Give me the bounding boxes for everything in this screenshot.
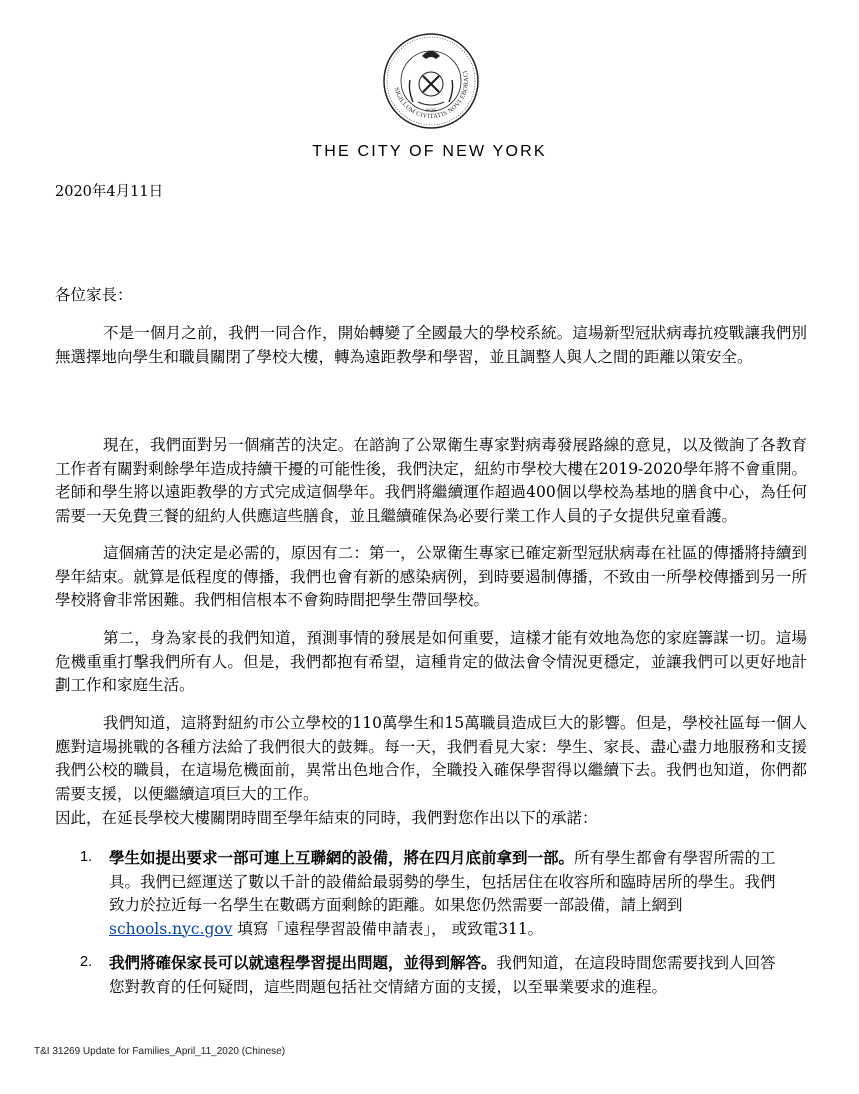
schools-website-link[interactable]: schools.nyc.gov bbox=[109, 919, 233, 938]
commitment-heading: 我們將確保家長可以就遠程學習提出問題，並得到解答。 bbox=[109, 953, 497, 972]
paragraph-5: 我們知道，這將對紐約市公立學校的110萬學生和15萬職員造成巨大的影響。但是，學校社區每一個人應對這場挑戰的各種方法給了我們很大的鼓舞。每一天，我們看見大家：學生、家長、盡心盡力地服務和支援我們公校的職員，在這場危機面前，異常出色地合作，全職投入確保學習得以繼續下去。我們也知道，你們都需要支援，以便繼續這項巨大的工作。 bbox=[55, 714, 807, 803]
paragraph-2: 現在，我們面對另一個痛苦的決定。在諮詢了公眾衛生專家對病毒發展路線的意見，以及徵詢了各教育工作者有關對剩餘學年造成持續干擾的可能性後，我們決定，紐約市學校大樓在2019-2020學年將不會重開。老師和學生將以遠距教學的方式完成這個學年。我們將繼續運作超過400個以學校為基地的膳食中心，為任何需要一天免費三餐的紐約人供應這些膳食，並且繼續確保為必要行業工作人員的子女提供兒童看護。 bbox=[55, 436, 807, 525]
city-seal bbox=[382, 32, 480, 130]
city-title: THE CITY OF NEW YORK bbox=[312, 143, 547, 160]
list-number: 2. bbox=[80, 954, 93, 970]
seal-year: 1625 bbox=[425, 108, 437, 114]
list-number: 1. bbox=[80, 849, 93, 865]
commitment-list-item-1 bbox=[80, 846, 780, 941]
paragraph-1: 不是一個月之前，我們一同合作，開始轉變了全國最大的學校系統。這場新型冠狀病毒抗疫戰讓我們別無選擇地向學生和職員關閉了學校大樓，轉為遠距教學和學習，並且調整人與人之間的距離以策安全。 bbox=[55, 324, 807, 366]
seal-motto: SIGILLUM CIVITATIS NOVI EBORACI bbox=[392, 69, 471, 121]
commitment-list-item-2 bbox=[80, 951, 780, 999]
commitment-body bbox=[109, 846, 780, 941]
commitment-text: 我們知道，在這段時間您需要找到人回答您對教育的任何疑問，這些問題包括社交情緒方面的支援，以至畢業要求的進程。 bbox=[109, 954, 776, 996]
letter-date: 2020年4月11日 bbox=[55, 184, 164, 200]
commitments-intro: 因此，在延長學校大樓關閉時間至學年結束的同時，我們對您作出以下的承諾： bbox=[55, 809, 598, 827]
commitment-heading: 學生如提出要求一部可連上互聯網的設備，將在四月底前拿到一部。 bbox=[109, 848, 575, 867]
commitment-text-after-link: 填寫「遠程學習設備申請表」， 或致電311。 bbox=[237, 919, 544, 938]
document-id-footer: T&I 31269 Update for Families_April_11_2020 (Chinese) bbox=[34, 1046, 286, 1057]
commitment-text: 所有學生都會有學習所需的工具。我們已經運送了數以千計的設備給最弱勢的學生，包括居住在收容所和臨時居所的學生。我們致力於拉近每一名學生在數碼方面剩餘的距離。如果您仍然需要一部設備，請上網到 bbox=[109, 849, 776, 914]
paragraph-3: 這個痛苦的決定是必需的，原因有二：第一，公眾衛生專家已確定新型冠狀病毒在社區的傳播將持續到學年結束。就算是低程度的傳播，我們也會有新的感染病例，到時要遏制傳播，不致由一所學校傳播到另一所學校將會非常困難。我們相信根本不會夠時間把學生帶回學校。 bbox=[55, 544, 807, 609]
salutation: 各位家長： bbox=[55, 286, 133, 304]
commitment-body bbox=[109, 951, 780, 999]
paragraph-4: 第二，身為家長的我們知道，預測事情的發展是如何重要，這樣才能有效地為您的家庭籌謀一切。這場危機重重打擊我們所有人。但是，我們都抱有希望，這種肯定的做法會令情況更穩定，並讓我們可以更好地計劃工作和家庭生活。 bbox=[55, 629, 807, 694]
